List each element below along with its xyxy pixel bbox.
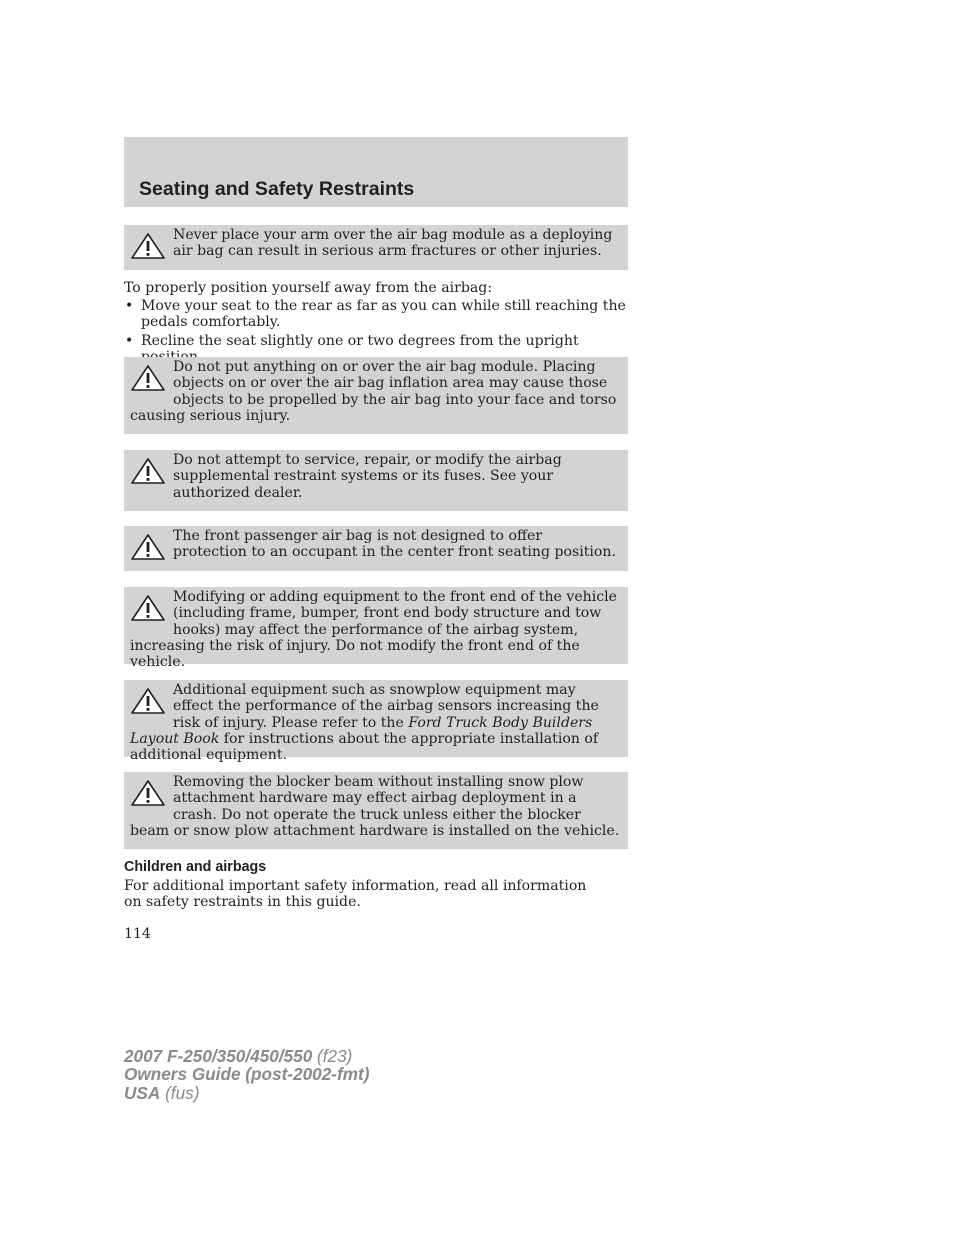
warning-triangle-icon bbox=[130, 594, 166, 622]
children-airbags-heading: Children and airbags bbox=[124, 859, 267, 875]
bullet-mark: • bbox=[125, 298, 134, 314]
warning-triangle-icon bbox=[130, 457, 166, 485]
list-item bbox=[124, 298, 634, 331]
section-header-band bbox=[124, 137, 628, 207]
warning-triangle-icon bbox=[130, 779, 166, 807]
warning-triangle-icon bbox=[130, 232, 166, 260]
footer-line bbox=[124, 1047, 369, 1065]
footer-line bbox=[124, 1084, 369, 1102]
warning-box bbox=[124, 680, 628, 764]
document-footer bbox=[124, 1047, 369, 1102]
warning-text: Removing the blocker beam without installing snow plow attachment hardware may effect airbag deployment in a crash. Do not operate the truck unless either the blocker beam or snow plow attachment hardware is installed on the vehicle. bbox=[130, 774, 620, 839]
children-airbags-text: For additional important safety information, read all information on safety restraints in this guide. bbox=[124, 878, 587, 911]
book-title: Ford Truck Body Builders Layout Book bbox=[130, 714, 593, 747]
warning-text: Never place your arm over the air bag module as a deploying air bag can result in serious arm fractures or other injuries. bbox=[173, 227, 613, 260]
warning-text: The front passenger air bag is not designed to offer protection to an occupant in the center front seating position. bbox=[173, 528, 616, 561]
position-intro: To properly position yourself away from the airbag: bbox=[124, 280, 493, 296]
warning-triangle-icon bbox=[130, 533, 166, 561]
warning-text-part: Additional equipment such as snowplow equipment may effect the performance of the airbag sensors increasing the risk of injury. Please refer to the bbox=[173, 682, 599, 731]
warning-text-part: for instructions about the appropriate installation of additional equipment. bbox=[130, 730, 599, 764]
warning-box bbox=[124, 587, 628, 671]
footer-market: USA bbox=[124, 1082, 161, 1103]
warning-triangle-icon bbox=[130, 687, 166, 715]
warning-box bbox=[124, 772, 628, 849]
section-title: Seating and Safety Restraints bbox=[139, 178, 415, 200]
bullet-text: Move your seat to the rear as far as you can while still reaching the pedals comfortably. bbox=[141, 298, 626, 331]
bullet-text: Recline the seat slightly one or two degrees from the upright bbox=[141, 332, 579, 349]
warning-box bbox=[124, 450, 628, 511]
warning-text: Modifying or adding equipment to the front end of the vehicle (including frame, bumper, front end body structure and tow hooks) may affect the performance of the airbag system, increasing the risk of injury. Do not modify the front end of the vehicle. bbox=[130, 589, 617, 671]
footer-guide: Owners Guide (post-2002-fmt) bbox=[124, 1064, 370, 1085]
warning-box bbox=[124, 357, 628, 434]
footer-model-code: (f23) bbox=[312, 1046, 353, 1066]
footer-model: 2007 F-250/350/450/550 bbox=[124, 1046, 313, 1066]
footer-line bbox=[124, 1065, 369, 1083]
page-number: 114 bbox=[124, 926, 151, 942]
warning-text: Do not attempt to service, repair, or modify the airbag supplemental restraint systems or its fuses. See your authorized dealer. bbox=[173, 452, 562, 501]
warning-text: Do not put anything on or over the air bag module. Placing objects on or over the air bag inflation area may cause those objects to be propelled by the air bag into your face and torso causing serious injury. bbox=[130, 359, 617, 424]
footer-market-code: (fus) bbox=[160, 1082, 200, 1103]
warning-triangle-icon bbox=[130, 364, 166, 392]
warning-text bbox=[130, 682, 620, 763]
warning-box bbox=[124, 526, 628, 571]
bullet-mark: • bbox=[125, 332, 134, 349]
warning-box bbox=[124, 225, 628, 270]
